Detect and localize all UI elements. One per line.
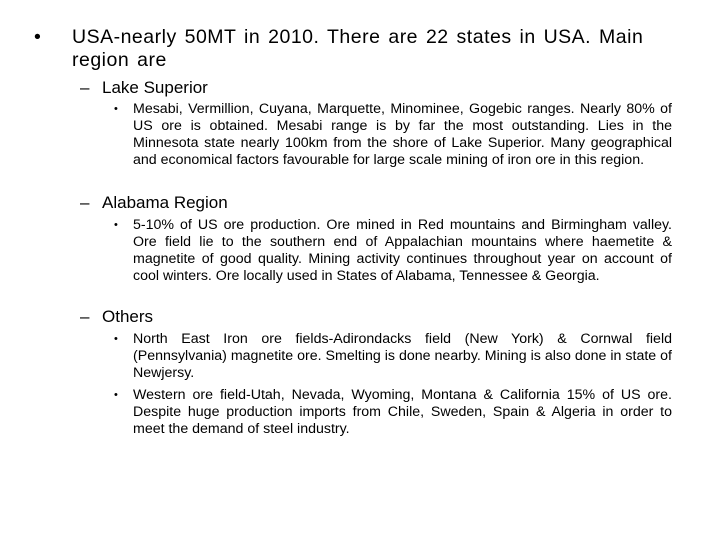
dash-icon: – bbox=[80, 193, 90, 212]
region-title: Others bbox=[102, 307, 154, 326]
region-heading-lake-superior bbox=[80, 78, 208, 98]
region-detail-text: 5-10% of US ore production. Ore mined in Red mountains and Birmingham valley. Ore field lie to the southern end of Appalachian mountains where haemetite & magnetite of good quality. Mining activity continues throughout year on account of cool winters. Ore locally used in States of Alabama, Tennessee & Georgia. bbox=[133, 217, 672, 284]
region-heading-others bbox=[80, 307, 153, 327]
bullet-icon: • bbox=[114, 103, 118, 115]
region-detail-alabama bbox=[114, 217, 672, 285]
region-detail-lake-superior bbox=[114, 101, 672, 169]
main-point-text: USA-nearly 50MT in 2010. There are 22 states in USA. Main region are bbox=[72, 26, 644, 71]
main-bullet-point bbox=[34, 26, 676, 72]
region-heading-alabama bbox=[80, 193, 228, 213]
region-detail-text: Mesabi, Vermillion, Cuyana, Marquette, Minominee, Gogebic ranges. Nearly 80% of US ore is obtained. Mesabi range is by far the most outstanding. Lies in the Minnesota state nearly 100km from the shore of Lake Superior. Many geographical and economical factors favourable for large scale mining of iron ore in this region. bbox=[133, 101, 672, 168]
dash-icon: – bbox=[80, 78, 90, 97]
region-detail-western bbox=[114, 387, 672, 438]
dash-icon: – bbox=[80, 307, 90, 326]
bullet-icon: • bbox=[114, 219, 118, 231]
bullet-icon: • bbox=[114, 389, 118, 401]
region-title: Alabama Region bbox=[102, 193, 228, 212]
bullet-icon: • bbox=[34, 26, 42, 48]
bullet-icon: • bbox=[114, 333, 118, 345]
region-detail-text: North East Iron ore fields-Adirondacks field (New York) & Cornwal field (Pennsylvania) magnetite ore. Smelting is done nearby. Mining is also done in state of Newjersy. bbox=[133, 331, 672, 381]
region-detail-text: Western ore field-Utah, Nevada, Wyoming, Montana & California 15% of US ore. Despite huge production imports from Chile, Sweden, Spain & Algeria in order to meet the demand of steel industry. bbox=[133, 387, 672, 437]
region-title: Lake Superior bbox=[102, 78, 208, 97]
region-detail-north-east bbox=[114, 331, 672, 382]
